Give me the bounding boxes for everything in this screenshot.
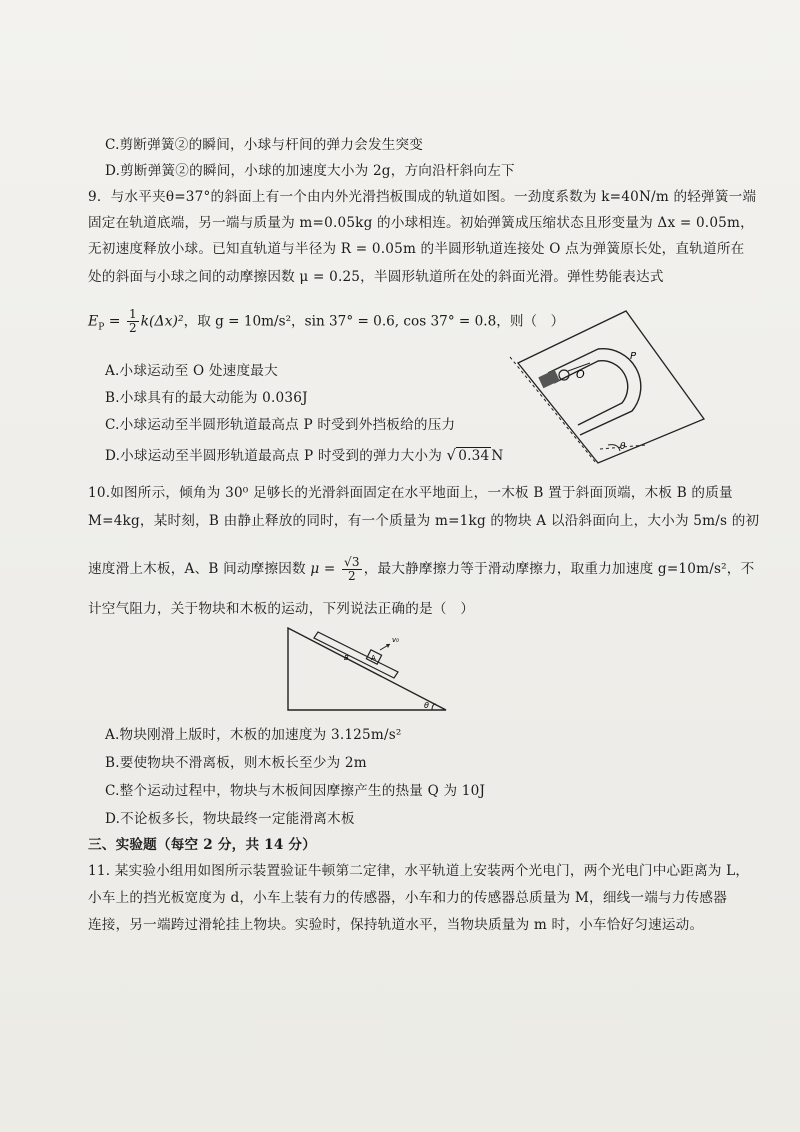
- q11-text-line-2: 小车上的挡光板宽度为 d，小车上装有力的传感器，小车和力的传感器总质量为 M，细线一端与力传感器: [88, 890, 727, 906]
- q9-option-d: D.小球运动至半圆形轨道最高点 P 时受到的弹力大小为 √ 0.34 N: [105, 446, 504, 464]
- label-theta-10: θ: [424, 701, 429, 710]
- label-o: O: [576, 368, 585, 381]
- q10-text-line-4: 计空气阻力，关于物块和木板的运动，下列说法正确的是（ ）: [88, 601, 475, 617]
- q9-text-line-2: 固定在轨道底端，另一端与质量为 m=0.05kg 的小球相连。初始弹簧成压缩状态且形变量为 Δx = 0.05m，: [88, 215, 754, 231]
- q9-option-c: C.小球运动至半圆形轨道最高点 P 时受到外挡板给的压力: [105, 417, 456, 433]
- q10-text-line-3a: 速度滑上木板，A、B 间动摩擦因数: [88, 561, 306, 577]
- q9-text-line-3: 无初速度释放小球。已知直轨道与半径为 R = 0.05m 的半圆形轨道连接处 O 点为弹簧原长处，直轨道所在: [88, 241, 745, 257]
- q10-option-b: B.要使物块不滑离板，则木板长至少为 2m: [105, 755, 367, 771]
- incline-triangle: [288, 628, 446, 710]
- q10-mu-den: 2: [347, 569, 356, 583]
- q9-option-d-text: D.小球运动至半圆形轨道最高点 P 时受到的弹力大小为: [105, 448, 442, 464]
- q10-mu-num: √3: [344, 555, 360, 569]
- formula-half: [127, 308, 139, 335]
- q10-option-a: A.物块刚滑上版时，木板的加速度为 3.125m/s²: [105, 727, 402, 743]
- q9-track-diagram: [508, 305, 708, 465]
- q10-option-c: C.整个运动过程中，物块与木板间因摩擦产生的热量 Q 为 10J: [105, 783, 486, 799]
- section-3-title: 三、实验题（每空 2 分，共 14 分）: [88, 837, 317, 853]
- board-b: [314, 632, 398, 678]
- q10-option-d: D.不论板多长，物块最终一定能滑离木板: [105, 811, 355, 827]
- q8-option-c: C.剪断弹簧②的瞬间，小球与杆间的弹力会发生突变: [105, 137, 424, 153]
- formula-body: k(Δx)²: [140, 313, 184, 330]
- q10-mu-label: μ =: [310, 561, 341, 577]
- q10-text-line-3b: ，最大静摩擦力等于滑动摩擦力，取重力加速度 g=10m/s²，不: [363, 561, 755, 577]
- q10-mu-fraction: [342, 556, 362, 583]
- formula-half-den: 2: [128, 321, 137, 335]
- q9-text-line-4: 处的斜面与小球之间的动摩擦因数 μ = 0.25，半圆形轨道所在处的斜面光滑。弹性势能表达式: [88, 269, 664, 285]
- label-p: P: [630, 351, 637, 362]
- formula-eq: =: [104, 313, 125, 330]
- label-b: B: [344, 654, 349, 662]
- spring-block: [538, 370, 559, 388]
- q10-text-line-1: 10.如图所示，倾角为 30⁰ 足够长的光滑斜面固定在水平地面上，一木板 B 置于斜面顶端，木板 B 的质量: [88, 485, 733, 501]
- label-theta: θ: [620, 442, 626, 452]
- q9-option-d-unit: N: [491, 448, 504, 464]
- q10-text-line-3: [88, 556, 754, 583]
- q11-text-line-3: 连接，另一端跨过滑轮挂上物块。实验时，保持轨道水平，当物块质量为 m 时，小车恰好匀速运动。: [88, 917, 704, 933]
- formula-ep: E: [88, 313, 99, 330]
- formula-half-num: 1: [128, 307, 137, 321]
- q10-text-line-2: M=4kg，某时刻，B 由静止释放的同时，有一个质量为 m=1kg 的物块 A 以沿斜面向上，大小为 5m/s 的初: [88, 513, 760, 529]
- label-a: A: [371, 654, 376, 662]
- q9-option-b: B.小球具有的最大动能为 0.036J: [105, 390, 308, 406]
- q9-option-d-sqrt: 0.34: [458, 448, 490, 464]
- q9-text-line-1: 9．与水平夹θ=37°的斜面上有一个由内外光滑挡板围成的轨道如图。一劲度系数为 k=40N/m 的轻弹簧一端: [88, 189, 757, 205]
- q9-formula-line: [88, 308, 564, 337]
- q8-option-d: D.剪断弹簧②的瞬间，小球的加速度大小为 2g，方向沿杆斜向左下: [105, 163, 515, 179]
- q9-option-a: A.小球运动至 O 处速度最大: [105, 363, 278, 379]
- q9-formula-rest: ，取 g = 10m/s²，sin 37° = 0.6, cos 37° = 0.8，则（ ）: [183, 313, 565, 330]
- formula-ep-sub: P: [98, 322, 105, 333]
- label-v0: v₀: [392, 636, 399, 644]
- q11-text-line-1: 11. 某实验小组用如图所示装置验证牛顿第二定律，水平轨道上安装两个光电门，两个光电门中心距离为 L，: [88, 863, 750, 879]
- q10-incline-diagram: [282, 620, 452, 714]
